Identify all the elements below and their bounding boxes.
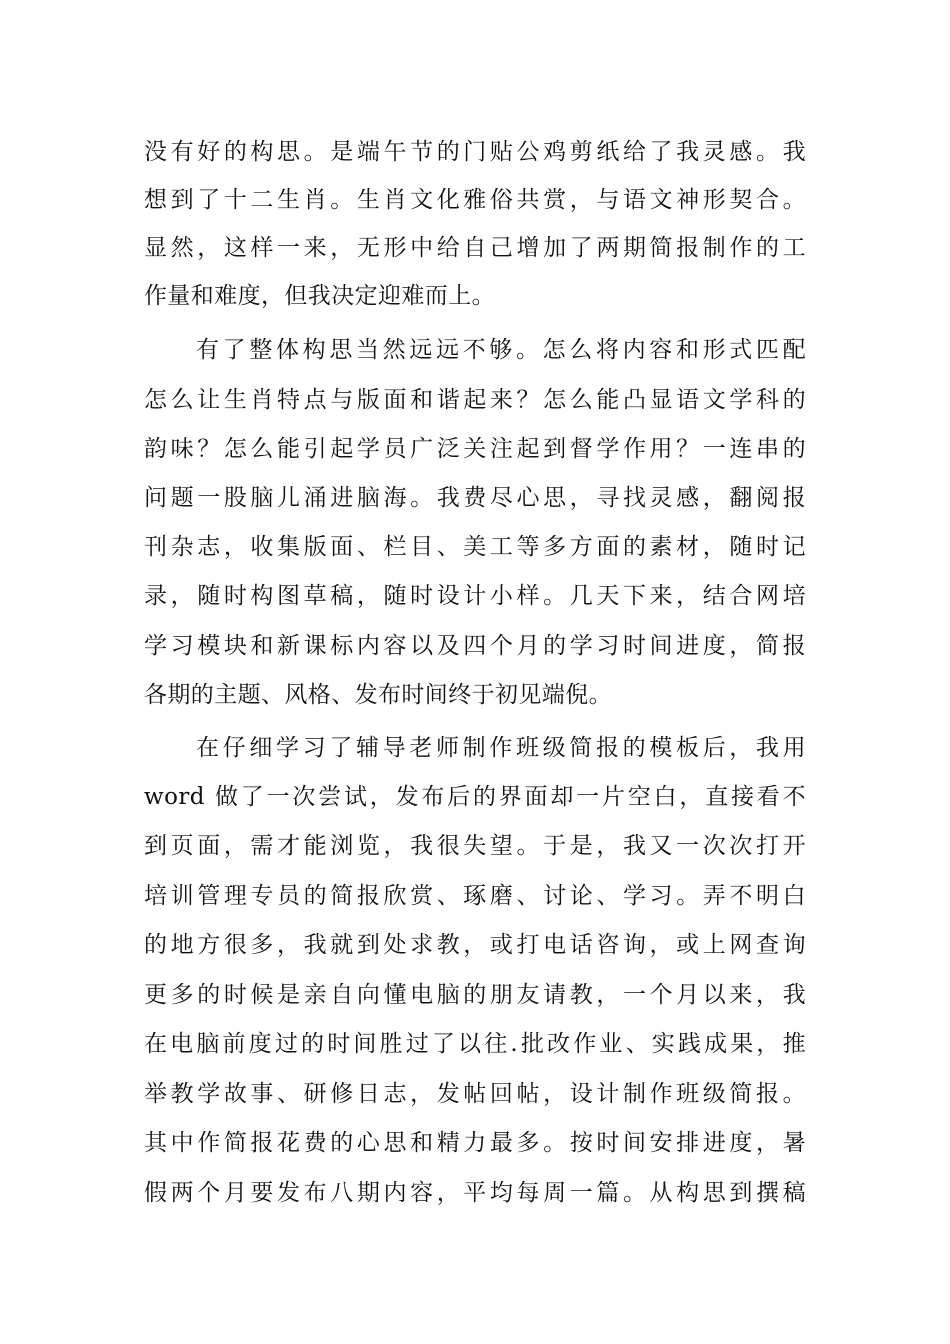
paragraph-3-line-1: 在仔细学习了辅导老师制作班级简报的模板后，我用: [196, 735, 806, 761]
paragraph-2-line-5: 刊杂志，收集版面、栏目、美工等多方面的素材，随时记: [144, 534, 806, 560]
paragraph-3-line-3: 到页面，需才能浏览，我很失望。于是，我又一次次打开: [144, 833, 806, 859]
paragraph-2-line-3: 韵味？怎么能引起学员广泛关注起到督学作用？一连串的: [144, 436, 806, 462]
paragraph-3-line-6: 更多的时候是亲自向懂电脑的朋友请教，一个月以来，我: [144, 982, 806, 1008]
paragraph-3-line-9: 其中作简报花费的心思和精力最多。按时间安排进度，暑: [144, 1130, 806, 1156]
paragraph-2-line-1: 有了整体构思当然远远不够。怎么将内容和形式匹配: [196, 337, 806, 363]
paragraph-1-line-2: 想到了十二生肖。生肖文化雅俗共赏，与语文神形契合。: [144, 187, 806, 213]
paragraph-1-line-4: 作量和难度，但我决定迎难而上。: [144, 283, 495, 309]
paragraph-2-line-4: 问题一股脑儿涌进脑海。我费尽心思，寻找灵感，翻阅报: [144, 485, 806, 511]
paragraph-2-line-7: 学习模块和新课标内容以及四个月的学习时间进度，简报: [144, 633, 806, 659]
paragraph-3-line-5: 的地方很多，我就到处求教，或打电话咨询，或上网查询: [144, 932, 806, 958]
paragraph-3-line-10: 假两个月要发布八期内容，平均每周一篇。从构思到撰稿: [144, 1180, 806, 1206]
paragraph-3-line-2: word 做了一次尝试，发布后的界面却一片空白，直接看不: [144, 784, 806, 810]
paragraph-1-line-3: 显然，这样一来，无形中给自己增加了两期简报制作的工: [144, 235, 806, 261]
paragraph-2-line-2: 怎么让生肖特点与版面和谐起来？怎么能凸显语文学科的: [144, 387, 806, 413]
paragraph-2-line-6: 录，随时构图草稿，随时设计小样。几天下来，结合网培: [144, 583, 806, 609]
paragraph-1-line-1: 没有好的构思。是端午节的门贴公鸡剪纸给了我灵感。我: [144, 139, 806, 165]
paragraph-3-line-8: 举教学故事、研修日志，发帖回帖，设计制作班级简报。: [144, 1081, 806, 1107]
paragraph-3-line-4: 培训管理专员的简报欣赏、琢磨、讨论、学习。弄不明白: [144, 883, 806, 909]
paragraph-3-line-7: 在电脑前度过的时间胜过了以往.批改作业、实践成果，推: [144, 1031, 806, 1057]
paragraph-2-line-8: 各期的主题、风格、发布时间终于初见端倪。: [144, 682, 612, 708]
